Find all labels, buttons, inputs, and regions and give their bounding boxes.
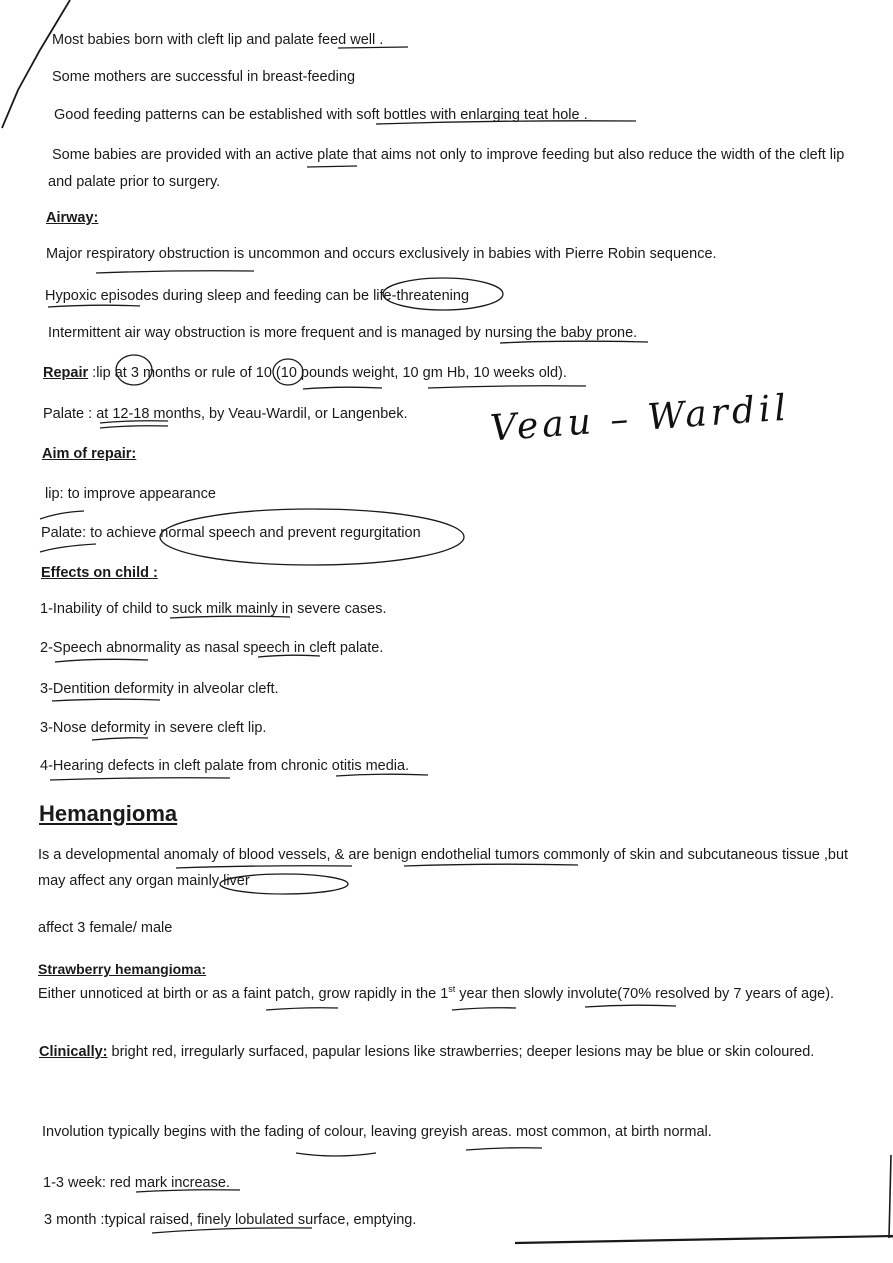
underline: [92, 738, 148, 740]
airway-line-1: Major respiratory obstruction is uncommon and occurs exclusively in babies with Pierre Robin sequence.: [46, 246, 717, 262]
effect-item: 3-Dentition deformity in alveolar cleft.: [40, 681, 279, 697]
edge-stroke: [889, 1155, 891, 1238]
clinically-line: [39, 1043, 864, 1061]
underline: [52, 699, 160, 701]
airway-line-2: Hypoxic episodes during sleep and feeding can be life-threatening: [45, 288, 470, 304]
repair-heading: Repair: [43, 365, 89, 381]
underline: [296, 1153, 376, 1156]
effect-item: 4-Hearing defects in cleft palate from chronic otitis media.: [40, 758, 410, 774]
involution-line: Involution typically begins with the fading of colour, leaving greyish areas. most common, at birth normal.: [42, 1124, 712, 1140]
strawberry-text-a: Either unnoticed at birth or as a faint patch, grow rapidly in the 1: [38, 986, 449, 1002]
underline: [55, 659, 148, 662]
repair-text: :lip at 3 months or rule of 10 (10 pounds weight, 10 gm Hb, 10 weeks old).: [88, 365, 567, 381]
underline: [266, 1008, 338, 1010]
aim-heading: Aim of repair:: [42, 446, 137, 462]
ordinal-suffix: st: [448, 984, 456, 995]
underline: [452, 1008, 516, 1010]
effect-item: 3-Nose deformity in severe cleft lip.: [40, 720, 267, 736]
feeding-line-2: Some mothers are successful in breast-feeding: [52, 69, 356, 85]
underline: [50, 778, 230, 780]
handwritten-note: Veau – Wardil: [488, 387, 792, 450]
feeding-line-4: Some babies are provided with an active plate that aims not only to improve feeding but also reduce the width of the cleft lip and palate prior to surgery.: [48, 147, 845, 190]
strawberry-heading: Strawberry hemangioma:: [38, 961, 207, 977]
hemangioma-intro: Is a developmental anomaly of blood vessels, & are benign endothelial tumors commonly of skin and subcutaneous tissue ,but may affect any organ mainly liver: [38, 847, 849, 889]
aim-lip: lip: to improve appearance: [45, 486, 216, 502]
feeding-line-3: Good feeding patterns can be established with soft bottles with enlarging teat hole .: [54, 107, 588, 123]
airway-heading: Airway:: [46, 210, 99, 226]
hemangioma-title: Hemangioma: [39, 801, 178, 826]
underline: [428, 386, 586, 388]
strawberry-text-b: year then slowly involute(70% resolved by 7 years of age).: [455, 986, 835, 1002]
effect-item: 1-Inability of child to suck milk mainly in severe cases.: [40, 601, 387, 617]
underline: [96, 271, 254, 273]
underline: [40, 511, 84, 519]
underline: [100, 426, 168, 428]
effects-heading: Effects on child :: [41, 565, 158, 581]
aim-palate: Palate: to achieve normal speech and prevent regurgitation: [41, 525, 421, 541]
strawberry-text: [38, 981, 858, 1007]
repair-line: [43, 364, 567, 382]
effect-item: 2-Speech abnormality as nasal speech in cleft palate.: [40, 640, 384, 656]
underline: [40, 544, 96, 552]
clinically-text: bright red, irregularly surfaced, papular lesions like strawberries; deeper lesions may be blue or skin coloured.: [107, 1044, 815, 1060]
underline: [48, 305, 140, 307]
month-line: 3 month :typical raised, finely lobulated surface, emptying.: [44, 1212, 417, 1228]
airway-line-3: Intermittent air way obstruction is more frequent and is managed by nursing the baby prone.: [48, 325, 638, 341]
week-line: 1-3 week: red mark increase.: [43, 1175, 230, 1191]
bottom-stroke: [515, 1236, 893, 1243]
hemangioma-ratio: affect 3 female/ male: [38, 920, 173, 936]
underline: [466, 1148, 542, 1150]
clinically-label: Clinically:: [39, 1044, 108, 1060]
underline: [303, 387, 382, 389]
palate-repair-line: Palate : at 12-18 months, by Veau-Wardil, or Langenbek.: [43, 406, 408, 422]
feeding-line-1: Most babies born with cleft lip and palate feed well .: [52, 32, 384, 48]
